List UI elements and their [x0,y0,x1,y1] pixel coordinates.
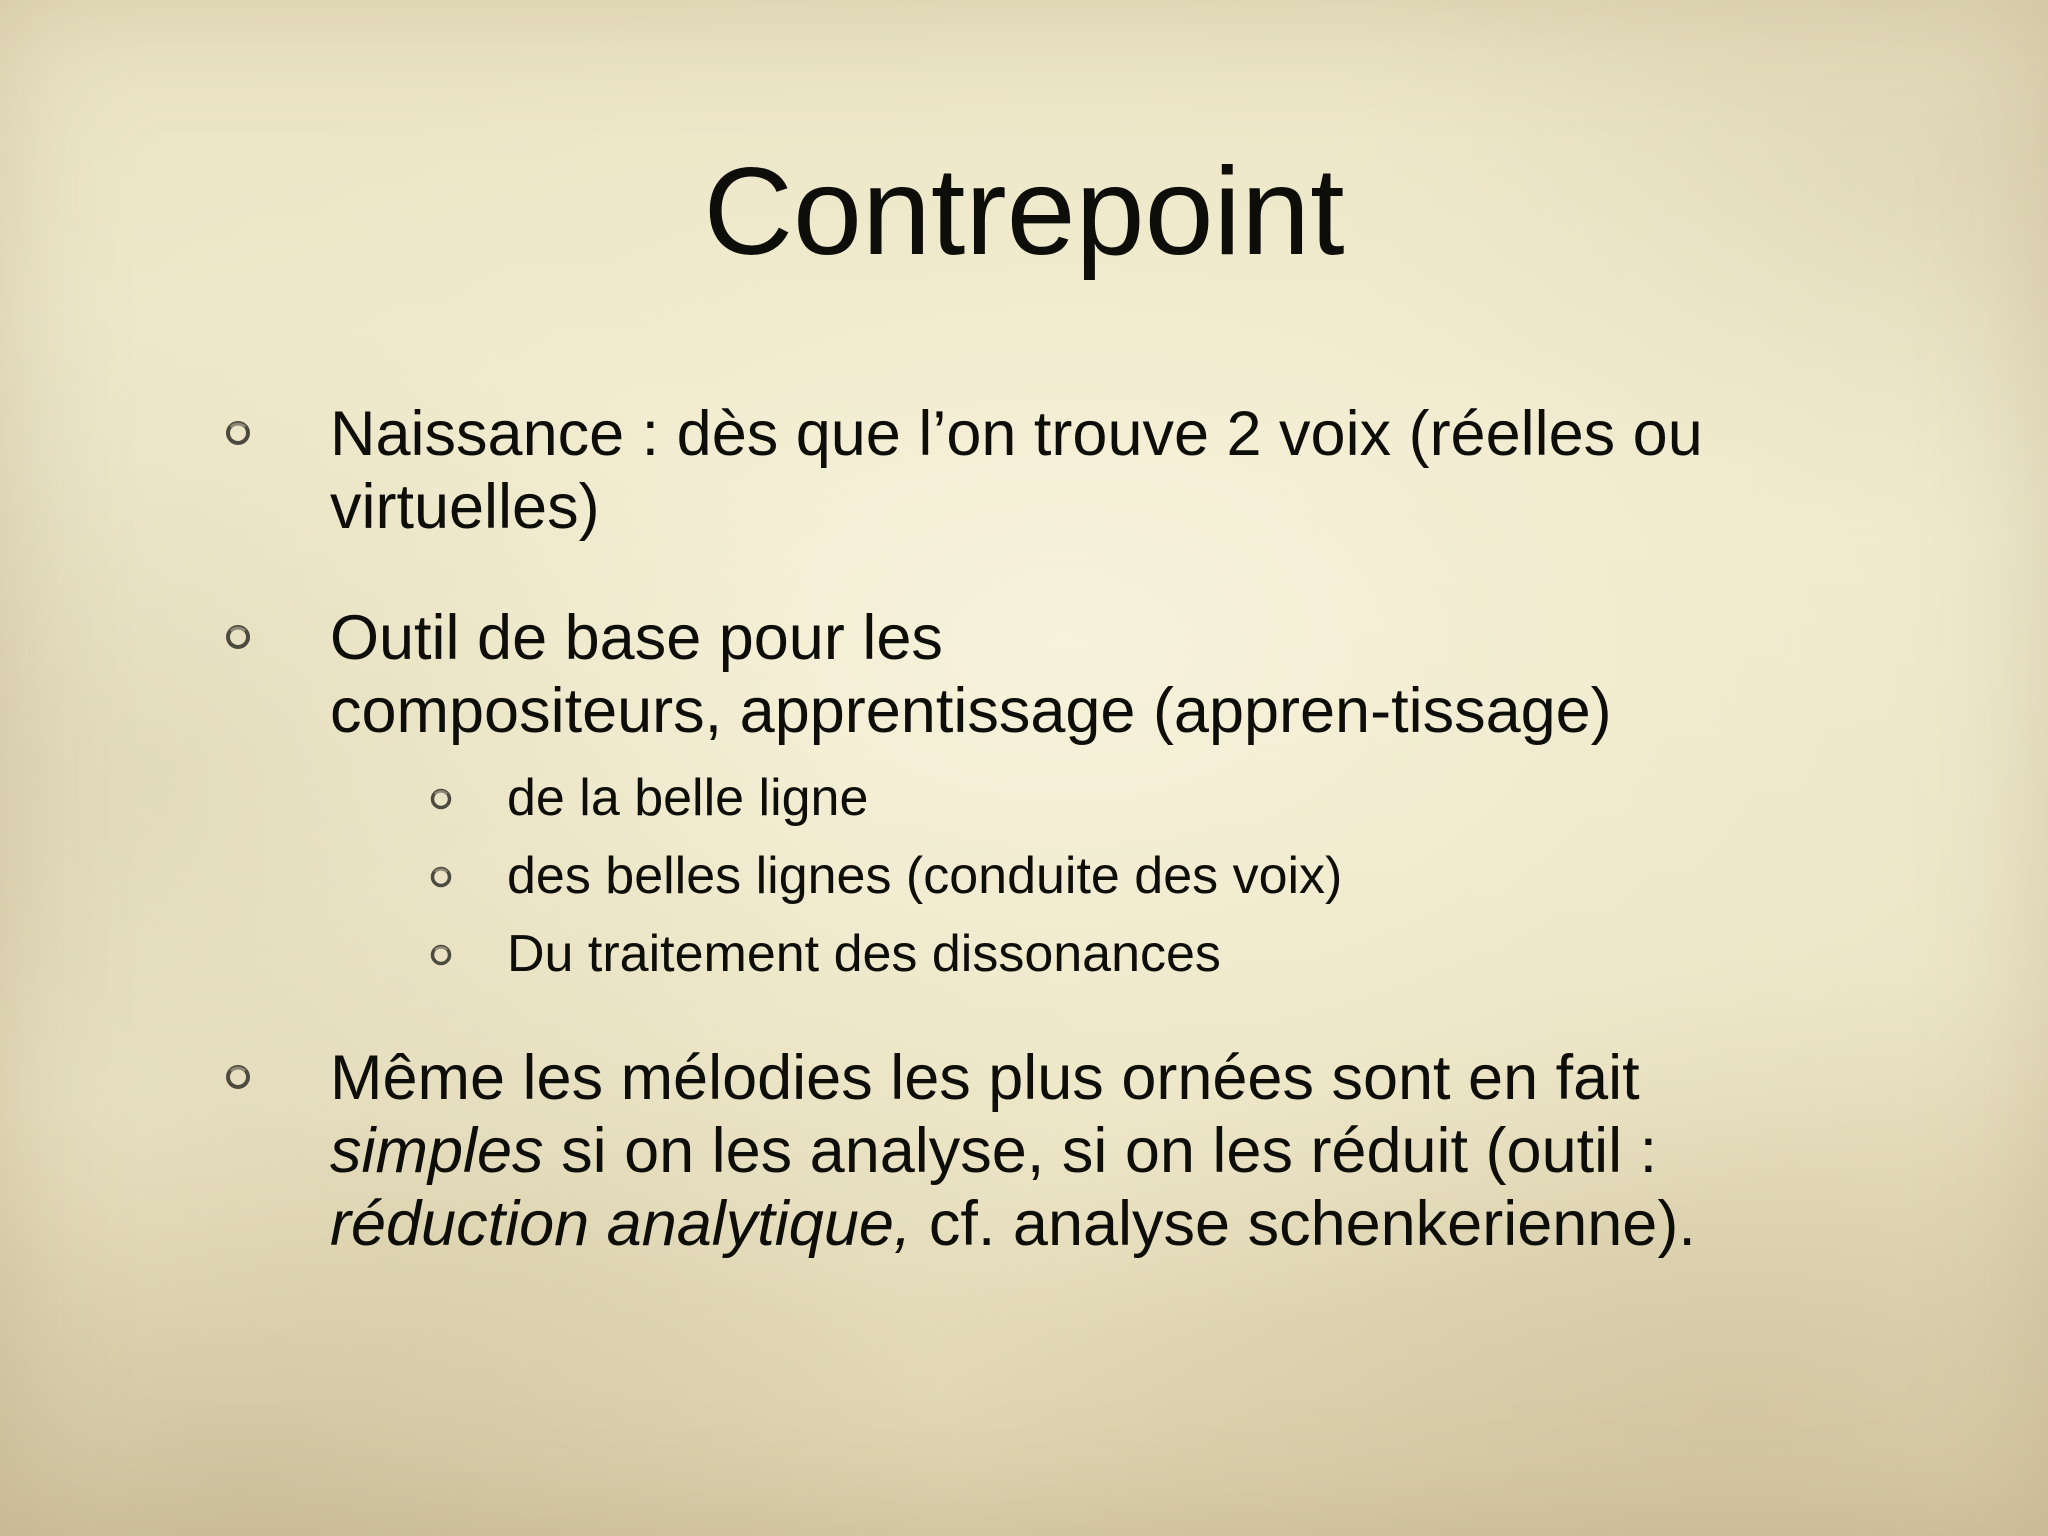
bullet-3-line-2-rest: si on les analyse, si on les réduit (outil : [543,1116,1658,1186]
hollow-circle-bullet-icon [225,1064,251,1090]
hollow-circle-bullet-icon [430,788,452,810]
hollow-circle-bullet-icon [430,866,452,888]
bullet-item-2 [330,602,1890,748]
sub-bullet-text: des belles lignes (conduite des voix) [507,847,1343,905]
bullet-1-line-2: virtuelles) [330,472,600,542]
bullet-3-line-1: Même les mélodies les plus ornées sont en fait [330,1043,1640,1113]
hollow-circle-bullet-icon [430,944,452,966]
hollow-circle-bullet-icon [225,624,251,650]
bullet-3-line-2 [330,1115,1890,1188]
bullet-2-line-1: Outil de base pour les [330,603,943,673]
bullet-3-line-3 [330,1188,1890,1261]
bullet-item-1 [330,398,1890,544]
slide-title: Contrepoint [703,143,1345,281]
sub-bullet-item-2 [507,846,1907,906]
bullet-3-line-3-rest: cf. analyse schenkerienne). [911,1189,1696,1259]
sub-bullet-text: de la belle ligne [507,769,869,827]
bullet-1-line-1: Naissance : dès que l’on trouve 2 voix (réelles ou [330,399,1703,469]
bullet-2-line-2: compositeurs, apprentissage (appren-tissage) [330,676,1612,746]
sub-bullet-text: Du traitement des dissonances [507,925,1221,983]
italic-term-simples: simples [330,1116,544,1186]
sub-bullet-item-1 [507,768,1907,828]
italic-term-reduction-analytique: réduction analytique, [330,1189,912,1259]
hollow-circle-bullet-icon [225,420,251,446]
bullet-item-3 [330,1042,1890,1261]
sub-bullet-item-3 [507,924,1907,984]
